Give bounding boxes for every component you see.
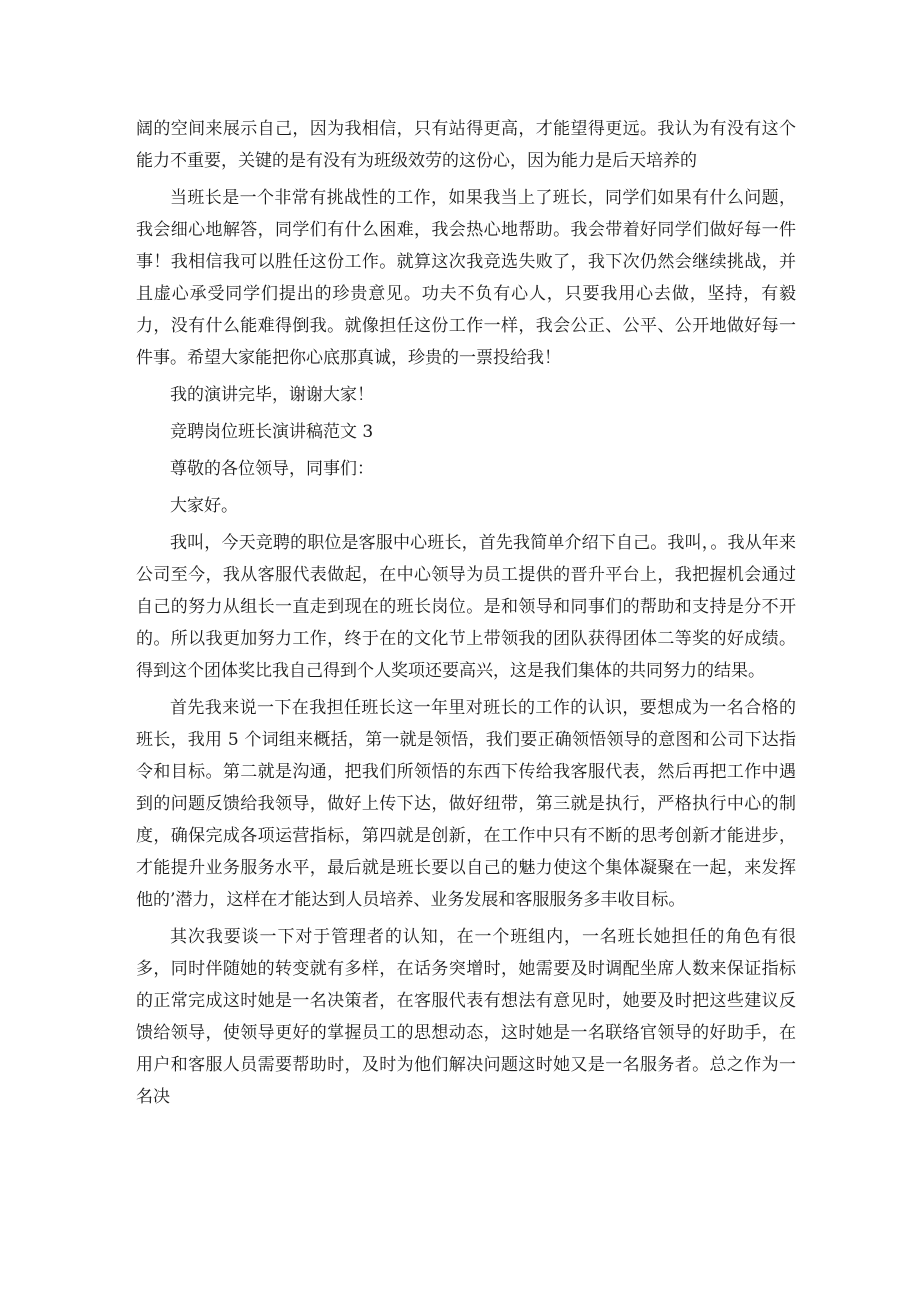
section-title: 竞聘岗位班长演讲稿范文 3	[170, 422, 374, 442]
greeting: 大家好。	[170, 496, 238, 516]
paragraph-understanding: 首先我来说一下在我担任班长这一年里对班长的工作的认识，要想成为一名合格的班长，我用 5 个词组来概括，第一就是领悟，我们要正确领悟领导的意图和公司下达指令和目标。第二就是沟通，把我们所领悟的东西下传给我客服代表，然后再把工作中遇到的问题反馈给我领导，做好上传下达，做好纽带，第三就是执行，严格执行中心的制度，确保完成各项运营指标，第四就是创新，在工作中只有不断的思考创新才能进步，才能提升业务服务水平，最后就是班长要以自己的魅力使这个集体凝聚在一起，来发挥他的’潜力，这样在才能达到人员培养、业务发展和客服服务多丰收目标。	[136, 698, 796, 910]
paragraph-2: 当班长是一个非常有挑战性的工作，如果我当上了班长，同学们如果有什么问题，我会细心地解答，同学们有什么困难，我会热心地帮助。我会带着好同学们做好每一件事！我相信我可以胜任这份工作。就算这次我竞选失败了，我下次仍然会继续挑战，并且虚心承受同学们提出的珍贵意见。功夫不负有心人，只要我用心去做，坚持，有毅力，没有什么能难得倒我。就像担任这份工作一样，我会公正、公平、公开地做好每一件事。希望大家能把你心底那真诚，珍贵的一票投给我！	[136, 188, 796, 368]
paragraph-introduction: 我叫，今天竞聘的职位是客服中心班长，首先我简单介绍下自己。我叫，。我从年来公司至今，我从客服代表做起，在中心领导为员工提供的晋升平台上，我把握机会通过自己的努力从组长一直走到现在的班长岗位。是和领导和同事们的帮助和支持是分不开的。所以我更加努力工作，终于在的文化节上带领我的团队获得团体二等奖的好成绩。得到这个团体奖比我自己得到个人奖项还要高兴，这是我们集体的共同努力的结果。	[136, 533, 796, 681]
document-body	[136, 113, 796, 1118]
paragraph-1: 阔的空间来展示自己，因为我相信，只有站得更高，才能望得更远。我认为有没有这个能力不重要，关键的是有没有为班级效劳的这份心，因为能力是后天培养的	[136, 119, 796, 171]
paragraph-closing: 我的演讲完毕，谢谢大家！	[170, 385, 374, 405]
salutation: 尊敬的各位领导，同事们：	[170, 459, 374, 479]
paragraph-management: 其次我要谈一下对于管理者的认知，在一个班组内，一名班长她担任的角色有很多，同时伴随她的转变就有多样，在话务突增时，她需要及时调配坐席人数来保证指标的正常完成这时她是一名决策者，在客服代表有想法有意见时，她要及时把这些建议反馈给领导，使领导更好的掌握员工的思想动态，这时她是一名联络官领导的好助手，在用户和客服人员需要帮助时，及时为他们解决问题这时她又是一名服务者。总之作为一名决	[136, 927, 796, 1107]
